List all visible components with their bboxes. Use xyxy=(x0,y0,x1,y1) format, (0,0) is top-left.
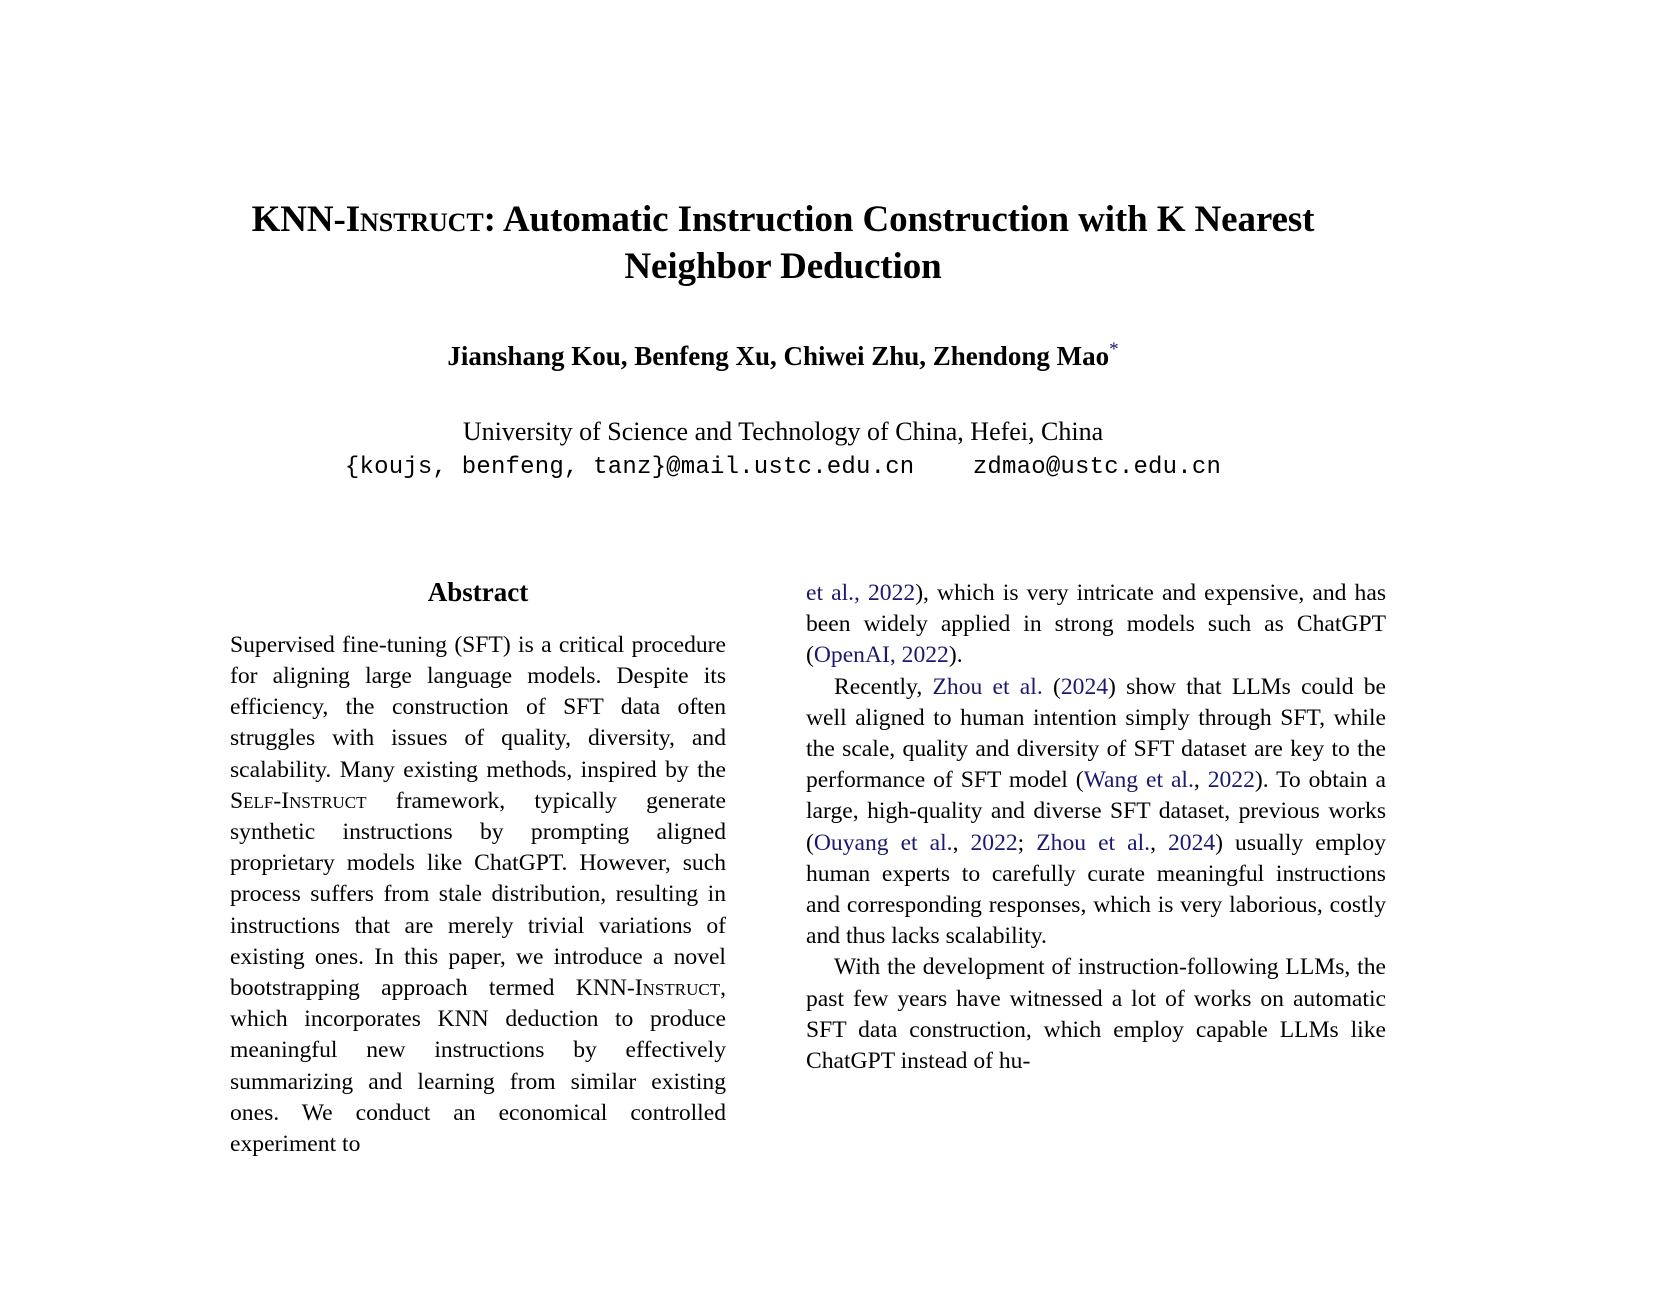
affiliation-block xyxy=(210,414,1356,485)
citation-link-zhou-year[interactable]: 2024 xyxy=(1060,673,1109,700)
knn-instruct-smallcaps: nstruct xyxy=(642,974,721,1001)
intro-paragraph-3: With the development of instruction-following LLMs, the past few years have witnessed a lot of works on automatic SFT data construction, which employ capable LLMs like ChatGPT instead of hu- xyxy=(806,954,1386,1075)
corresponding-author-footnote-link[interactable]: * xyxy=(1109,339,1119,360)
intro-text-1b: ). xyxy=(948,642,963,669)
citation-link-wang-author[interactable]: Wang et al. xyxy=(1083,767,1194,794)
intro-paragraph-1 xyxy=(806,578,1386,672)
title-prefix: KNN-I xyxy=(251,199,361,240)
citation-link-openai[interactable]: OpenAI, 2022 xyxy=(813,642,949,669)
title-block xyxy=(210,196,1356,291)
author-names: Jianshang Kou, Benfeng Xu, Chiwei Zhu, Zhendong Mao xyxy=(447,341,1110,371)
introduction-column xyxy=(806,578,1386,1077)
intro-text-2d: ). To obtain a large, high-quality and diverse SFT dataset, previous works ( xyxy=(806,767,1387,856)
title-line-two: Neighbor Deduction xyxy=(624,246,942,288)
intro-text-2c: , xyxy=(1193,767,1208,794)
intro-text-2g: , xyxy=(1150,829,1168,856)
page-bottom-clip xyxy=(0,1241,1654,1301)
intro-text-1a: ), which is very intricate and expensive, and has been widely applied in strong models such as ChatGPT ( xyxy=(806,580,1387,669)
author-list xyxy=(210,338,1356,374)
citation-link-zhou-author[interactable]: Zhou et al. xyxy=(932,673,1043,700)
abstract-paragraph xyxy=(230,630,726,1160)
intro-text-2-lead: Recently, xyxy=(834,673,933,700)
intro-paragraph-2 xyxy=(806,672,1386,953)
page-title xyxy=(210,196,1356,291)
authors-block xyxy=(210,338,1356,374)
intro-text-2h: ) usually employ human experts to carefully curate meaningful instructions and corresponding responses, which is very laborious, costly and thus lacks scalability. xyxy=(806,829,1386,950)
citation-link[interactable]: et al., 2022 xyxy=(806,580,916,606)
abstract-text-1: Supervised fine-tuning (SFT) is a critical procedure for aligning large language models. Despite its efficiency, the construction of SFT data often struggles with issues of quality, diversity, and scalability. Many existing methods, inspired by the S xyxy=(230,631,726,814)
intro-text-2e: , xyxy=(952,829,971,856)
intro-text-2f: ; xyxy=(1017,829,1037,856)
abstract-column xyxy=(230,578,726,1160)
citation-link-ouyang-year[interactable]: 2022 xyxy=(970,829,1018,856)
self-instruct-smallcaps-2: nstruct xyxy=(289,787,367,814)
abstract-heading: Abstract xyxy=(427,577,529,607)
title-smallcaps: nstruct xyxy=(360,199,484,240)
intro-text-2a: ( xyxy=(1042,673,1061,700)
intro-text-2b: ) show that LLMs could be well aligned to human intention simply through SFT, while the scale, quality and diversity of SFT dataset are key to the performance of SFT model ( xyxy=(806,673,1387,794)
citation-link-zhou2-author[interactable]: Zhou et al. xyxy=(1036,829,1151,856)
author-emails: {koujs, benfeng, tanz}@mail.ustc.edu.cn zdmao@ustc.edu.cn xyxy=(344,453,1222,481)
self-instruct-smallcaps-1: elf xyxy=(243,787,274,814)
citation-link-ouyang-author[interactable]: Ouyang et al. xyxy=(813,829,953,856)
affiliation-text: University of Science and Technology of China, Hefei, China xyxy=(462,417,1104,446)
citation-link-wang-year[interactable]: 2022 xyxy=(1207,767,1255,794)
self-instruct-mid: -I xyxy=(273,787,290,814)
title-rest: : Automatic Instruction Construction with K Nearest xyxy=(483,199,1315,240)
abstract-text-2: framework, typically generate synthetic instructions by prompting aligned proprietary models like ChatGPT. However, such process suffers from stale distribution, resulting in instructions that are merely trivial variations of existing ones. In this paper, we introduce a novel bootstrapping approach termed KNN-I xyxy=(230,787,726,1001)
abstract-text-3: , which incorporates KNN deduction to produce meaningful new instructions by effectively summarizing and learning from similar existing ones. We conduct an economical controlled experiment to xyxy=(230,974,726,1157)
citation-link-zhou2-year[interactable]: 2024 xyxy=(1167,829,1216,856)
